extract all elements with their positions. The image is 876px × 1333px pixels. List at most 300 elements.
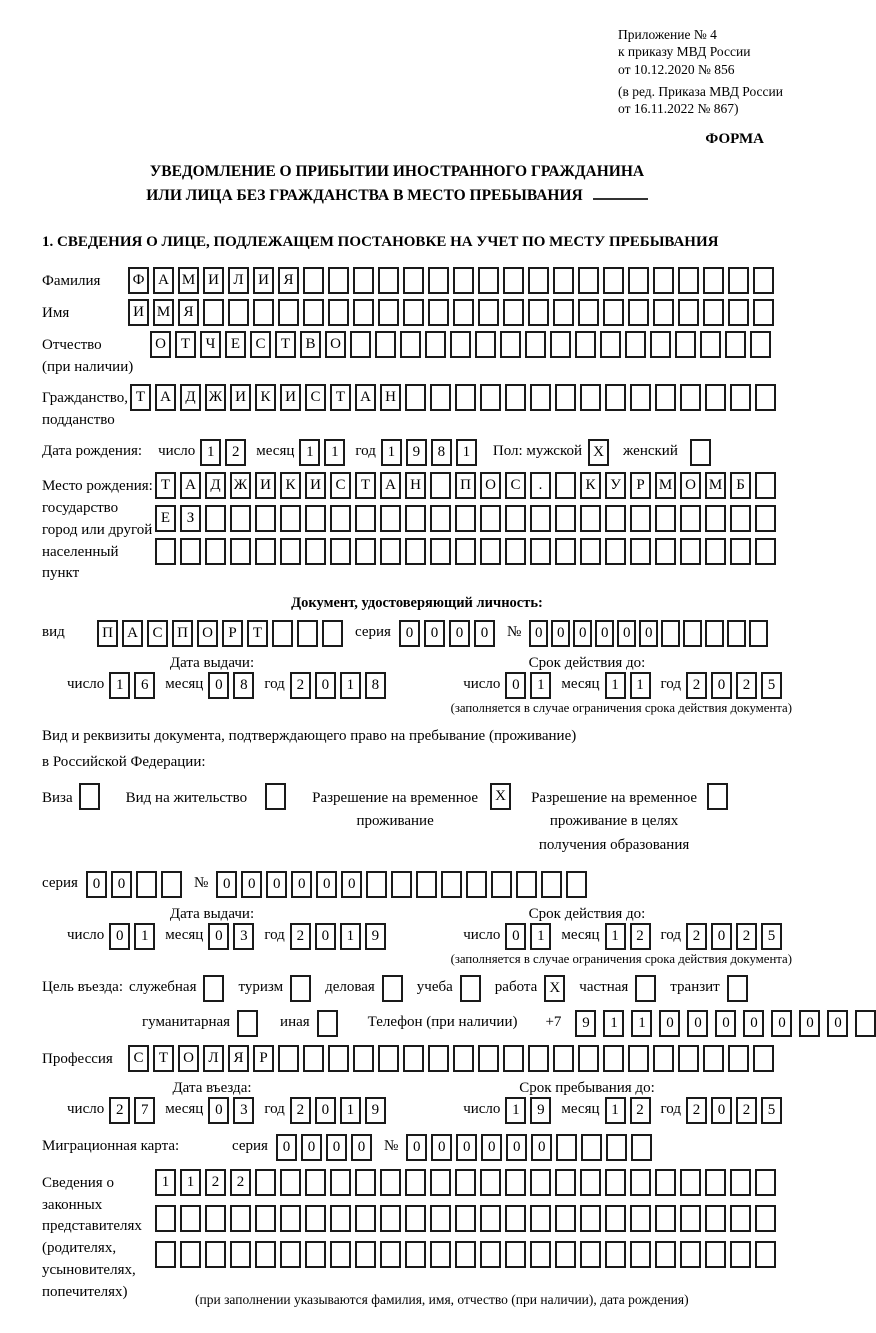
char-cell[interactable] [581, 1134, 602, 1161]
char-cell[interactable] [680, 1205, 701, 1232]
char-cell[interactable]: Т [130, 384, 151, 411]
char-cell[interactable]: 0 [208, 923, 229, 950]
char-cell[interactable]: 7 [134, 1097, 155, 1124]
char-cell[interactable] [528, 1045, 549, 1072]
char-cell[interactable] [730, 505, 751, 532]
char-cell[interactable]: 2 [686, 1097, 707, 1124]
char-cell[interactable]: 9 [365, 923, 386, 950]
char-cell[interactable] [430, 472, 451, 499]
char-cell[interactable]: 0 [551, 620, 570, 647]
edu-residence-checkbox[interactable] [707, 783, 728, 810]
char-cell[interactable] [136, 871, 157, 898]
char-cell[interactable]: 0 [109, 923, 130, 950]
char-cell[interactable]: И [203, 267, 224, 294]
char-cell[interactable] [180, 1241, 201, 1268]
char-cell[interactable] [405, 384, 426, 411]
char-cell[interactable] [530, 1241, 551, 1268]
char-cell[interactable] [631, 1134, 652, 1161]
char-cell[interactable] [553, 299, 574, 326]
char-cell[interactable] [505, 384, 526, 411]
char-cell[interactable]: Т [153, 1045, 174, 1072]
purpose-humanitarian-checkbox[interactable] [237, 1010, 258, 1037]
char-cell[interactable] [480, 1241, 501, 1268]
char-cell[interactable]: Д [180, 384, 201, 411]
char-cell[interactable] [680, 1169, 701, 1196]
char-cell[interactable] [205, 505, 226, 532]
char-cell[interactable] [730, 1169, 751, 1196]
char-cell[interactable] [480, 538, 501, 565]
char-cell[interactable] [505, 1169, 526, 1196]
char-cell[interactable]: 0 [86, 871, 107, 898]
char-cell[interactable] [478, 1045, 499, 1072]
char-cell[interactable] [328, 267, 349, 294]
char-cell[interactable] [630, 538, 651, 565]
char-cell[interactable] [630, 1241, 651, 1268]
temp-residence-checkbox[interactable]: X [490, 783, 511, 810]
char-cell[interactable] [683, 620, 702, 647]
char-cell[interactable]: 1 [155, 1169, 176, 1196]
purpose-tourism-checkbox[interactable] [290, 975, 311, 1002]
char-cell[interactable] [380, 505, 401, 532]
char-cell[interactable]: О [480, 472, 501, 499]
char-cell[interactable]: К [580, 472, 601, 499]
char-cell[interactable]: 0 [301, 1134, 322, 1161]
char-cell[interactable] [230, 505, 251, 532]
char-cell[interactable]: Ж [205, 384, 226, 411]
char-cell[interactable]: 0 [743, 1010, 764, 1037]
char-cell[interactable]: Т [175, 331, 196, 358]
char-cell[interactable] [605, 384, 626, 411]
char-cell[interactable] [355, 505, 376, 532]
char-cell[interactable] [605, 1169, 626, 1196]
char-cell[interactable]: 0 [687, 1010, 708, 1037]
char-cell[interactable] [675, 331, 696, 358]
char-cell[interactable]: 0 [481, 1134, 502, 1161]
char-cell[interactable]: 0 [771, 1010, 792, 1037]
char-cell[interactable] [530, 1169, 551, 1196]
char-cell[interactable]: М [655, 472, 676, 499]
char-cell[interactable]: Ж [230, 472, 251, 499]
char-cell[interactable]: О [178, 1045, 199, 1072]
char-cell[interactable] [680, 538, 701, 565]
char-cell[interactable]: 5 [761, 1097, 782, 1124]
char-cell[interactable]: 9 [530, 1097, 551, 1124]
char-cell[interactable]: 0 [315, 1097, 336, 1124]
char-cell[interactable]: 0 [711, 923, 732, 950]
char-cell[interactable] [653, 267, 674, 294]
char-cell[interactable] [603, 1045, 624, 1072]
char-cell[interactable] [280, 538, 301, 565]
char-cell[interactable] [453, 299, 474, 326]
char-cell[interactable] [305, 538, 326, 565]
char-cell[interactable]: М [153, 299, 174, 326]
char-cell[interactable]: Е [225, 331, 246, 358]
char-cell[interactable]: С [147, 620, 168, 647]
char-cell[interactable]: 0 [617, 620, 636, 647]
char-cell[interactable] [375, 331, 396, 358]
char-cell[interactable] [650, 331, 671, 358]
char-cell[interactable]: С [505, 472, 526, 499]
char-cell[interactable]: М [178, 267, 199, 294]
char-cell[interactable]: О [325, 331, 346, 358]
char-cell[interactable]: 1 [299, 439, 320, 466]
char-cell[interactable] [505, 1205, 526, 1232]
char-cell[interactable]: 0 [474, 620, 495, 647]
char-cell[interactable] [555, 538, 576, 565]
char-cell[interactable] [355, 538, 376, 565]
char-cell[interactable] [466, 871, 487, 898]
char-cell[interactable] [630, 1205, 651, 1232]
char-cell[interactable] [725, 331, 746, 358]
char-cell[interactable]: 1 [134, 923, 155, 950]
char-cell[interactable]: 0 [431, 1134, 452, 1161]
char-cell[interactable] [255, 1241, 276, 1268]
char-cell[interactable]: А [180, 472, 201, 499]
char-cell[interactable] [450, 331, 471, 358]
char-cell[interactable]: 1 [603, 1010, 624, 1037]
char-cell[interactable]: И [128, 299, 149, 326]
char-cell[interactable] [630, 384, 651, 411]
char-cell[interactable] [405, 1169, 426, 1196]
char-cell[interactable] [541, 871, 562, 898]
char-cell[interactable] [728, 1045, 749, 1072]
char-cell[interactable]: 6 [134, 672, 155, 699]
char-cell[interactable] [491, 871, 512, 898]
char-cell[interactable] [278, 1045, 299, 1072]
char-cell[interactable] [578, 1045, 599, 1072]
char-cell[interactable] [255, 538, 276, 565]
char-cell[interactable]: 2 [205, 1169, 226, 1196]
char-cell[interactable] [628, 1045, 649, 1072]
char-cell[interactable] [180, 1205, 201, 1232]
char-cell[interactable] [480, 384, 501, 411]
char-cell[interactable] [655, 384, 676, 411]
char-cell[interactable] [255, 1205, 276, 1232]
char-cell[interactable] [330, 1169, 351, 1196]
char-cell[interactable] [630, 1169, 651, 1196]
char-cell[interactable]: 0 [659, 1010, 680, 1037]
char-cell[interactable]: 0 [505, 923, 526, 950]
purpose-other-checkbox[interactable] [317, 1010, 338, 1037]
char-cell[interactable] [730, 538, 751, 565]
char-cell[interactable] [155, 538, 176, 565]
char-cell[interactable] [305, 1169, 326, 1196]
char-cell[interactable]: 5 [761, 672, 782, 699]
char-cell[interactable]: 0 [529, 620, 548, 647]
char-cell[interactable]: Е [155, 505, 176, 532]
char-cell[interactable] [303, 299, 324, 326]
char-cell[interactable]: П [172, 620, 193, 647]
char-cell[interactable] [753, 299, 774, 326]
char-cell[interactable] [530, 538, 551, 565]
char-cell[interactable] [280, 505, 301, 532]
char-cell[interactable]: К [280, 472, 301, 499]
char-cell[interactable] [728, 299, 749, 326]
purpose-business-checkbox[interactable] [382, 975, 403, 1002]
char-cell[interactable] [855, 1010, 876, 1037]
char-cell[interactable] [580, 384, 601, 411]
char-cell[interactable] [755, 1241, 776, 1268]
char-cell[interactable]: П [455, 472, 476, 499]
char-cell[interactable] [555, 1205, 576, 1232]
char-cell[interactable]: Т [155, 472, 176, 499]
char-cell[interactable]: 0 [276, 1134, 297, 1161]
char-cell[interactable] [556, 1134, 577, 1161]
char-cell[interactable]: К [255, 384, 276, 411]
char-cell[interactable] [380, 1205, 401, 1232]
char-cell[interactable] [303, 1045, 324, 1072]
char-cell[interactable] [755, 505, 776, 532]
char-cell[interactable] [550, 331, 571, 358]
char-cell[interactable] [205, 538, 226, 565]
char-cell[interactable] [230, 1205, 251, 1232]
char-cell[interactable] [405, 505, 426, 532]
char-cell[interactable]: 0 [711, 672, 732, 699]
char-cell[interactable] [705, 505, 726, 532]
char-cell[interactable]: 0 [506, 1134, 527, 1161]
char-cell[interactable]: 0 [406, 1134, 427, 1161]
char-cell[interactable]: И [230, 384, 251, 411]
char-cell[interactable] [255, 505, 276, 532]
char-cell[interactable] [330, 505, 351, 532]
char-cell[interactable] [655, 1169, 676, 1196]
char-cell[interactable] [330, 1241, 351, 1268]
char-cell[interactable]: 0 [711, 1097, 732, 1124]
char-cell[interactable] [453, 1045, 474, 1072]
purpose-private-checkbox[interactable] [635, 975, 656, 1002]
char-cell[interactable] [705, 538, 726, 565]
char-cell[interactable] [480, 505, 501, 532]
char-cell[interactable]: 0 [241, 871, 262, 898]
char-cell[interactable] [705, 1241, 726, 1268]
char-cell[interactable]: А [153, 267, 174, 294]
char-cell[interactable]: 1 [530, 923, 551, 950]
char-cell[interactable]: Т [355, 472, 376, 499]
char-cell[interactable] [753, 1045, 774, 1072]
purpose-official-checkbox[interactable] [203, 975, 224, 1002]
char-cell[interactable] [278, 299, 299, 326]
char-cell[interactable]: 3 [233, 923, 254, 950]
char-cell[interactable] [755, 384, 776, 411]
char-cell[interactable]: О [197, 620, 218, 647]
char-cell[interactable]: Т [275, 331, 296, 358]
char-cell[interactable]: 1 [200, 439, 221, 466]
char-cell[interactable]: Р [630, 472, 651, 499]
char-cell[interactable] [353, 299, 374, 326]
char-cell[interactable] [703, 267, 724, 294]
char-cell[interactable]: 1 [605, 672, 626, 699]
char-cell[interactable] [305, 1205, 326, 1232]
char-cell[interactable] [555, 505, 576, 532]
char-cell[interactable] [305, 1241, 326, 1268]
char-cell[interactable] [303, 267, 324, 294]
char-cell[interactable] [727, 620, 746, 647]
char-cell[interactable]: С [330, 472, 351, 499]
char-cell[interactable]: 2 [630, 923, 651, 950]
char-cell[interactable] [403, 1045, 424, 1072]
char-cell[interactable]: А [380, 472, 401, 499]
char-cell[interactable] [653, 1045, 674, 1072]
char-cell[interactable] [297, 620, 318, 647]
sex-male-checkbox[interactable]: X [588, 439, 609, 466]
char-cell[interactable] [255, 1169, 276, 1196]
char-cell[interactable]: 0 [315, 672, 336, 699]
purpose-transit-checkbox[interactable] [727, 975, 748, 1002]
char-cell[interactable] [205, 1241, 226, 1268]
char-cell[interactable] [430, 384, 451, 411]
char-cell[interactable] [322, 620, 343, 647]
char-cell[interactable]: 0 [216, 871, 237, 898]
char-cell[interactable] [155, 1205, 176, 1232]
char-cell[interactable]: 0 [111, 871, 132, 898]
char-cell[interactable] [380, 538, 401, 565]
char-cell[interactable] [500, 331, 521, 358]
char-cell[interactable] [606, 1134, 627, 1161]
char-cell[interactable]: 0 [799, 1010, 820, 1037]
char-cell[interactable]: 2 [736, 923, 757, 950]
char-cell[interactable]: 5 [761, 923, 782, 950]
char-cell[interactable]: Т [247, 620, 268, 647]
char-cell[interactable] [528, 267, 549, 294]
char-cell[interactable] [441, 871, 462, 898]
char-cell[interactable]: 0 [449, 620, 470, 647]
char-cell[interactable] [478, 267, 499, 294]
char-cell[interactable] [430, 1169, 451, 1196]
char-cell[interactable]: 2 [686, 672, 707, 699]
char-cell[interactable] [305, 505, 326, 532]
char-cell[interactable] [750, 331, 771, 358]
char-cell[interactable] [205, 1205, 226, 1232]
char-cell[interactable] [728, 267, 749, 294]
char-cell[interactable]: 0 [316, 871, 337, 898]
char-cell[interactable]: Т [330, 384, 351, 411]
char-cell[interactable] [730, 384, 751, 411]
char-cell[interactable]: 2 [109, 1097, 130, 1124]
char-cell[interactable] [680, 384, 701, 411]
char-cell[interactable] [530, 384, 551, 411]
char-cell[interactable]: 0 [291, 871, 312, 898]
char-cell[interactable]: 8 [365, 672, 386, 699]
char-cell[interactable] [430, 1205, 451, 1232]
char-cell[interactable] [455, 384, 476, 411]
char-cell[interactable]: А [355, 384, 376, 411]
char-cell[interactable] [655, 505, 676, 532]
char-cell[interactable] [580, 1241, 601, 1268]
char-cell[interactable]: 2 [736, 672, 757, 699]
char-cell[interactable]: 2 [290, 923, 311, 950]
char-cell[interactable]: О [150, 331, 171, 358]
purpose-work-checkbox[interactable]: X [544, 975, 565, 1002]
char-cell[interactable] [330, 538, 351, 565]
char-cell[interactable] [605, 1205, 626, 1232]
char-cell[interactable]: 2 [686, 923, 707, 950]
char-cell[interactable]: 1 [456, 439, 477, 466]
char-cell[interactable] [453, 267, 474, 294]
char-cell[interactable]: 0 [208, 672, 229, 699]
char-cell[interactable]: 0 [399, 620, 420, 647]
char-cell[interactable] [228, 299, 249, 326]
char-cell[interactable]: 1 [605, 923, 626, 950]
char-cell[interactable]: 1 [340, 1097, 361, 1124]
char-cell[interactable] [355, 1241, 376, 1268]
char-cell[interactable] [478, 299, 499, 326]
char-cell[interactable] [605, 538, 626, 565]
char-cell[interactable] [403, 267, 424, 294]
char-cell[interactable]: 0 [531, 1134, 552, 1161]
char-cell[interactable] [428, 299, 449, 326]
char-cell[interactable] [480, 1169, 501, 1196]
char-cell[interactable] [378, 267, 399, 294]
residence-permit-checkbox[interactable] [265, 783, 286, 810]
char-cell[interactable]: 0 [595, 620, 614, 647]
char-cell[interactable]: Р [253, 1045, 274, 1072]
char-cell[interactable] [455, 1205, 476, 1232]
char-cell[interactable] [655, 1241, 676, 1268]
char-cell[interactable]: 1 [109, 672, 130, 699]
char-cell[interactable] [455, 1241, 476, 1268]
char-cell[interactable] [378, 299, 399, 326]
char-cell[interactable] [530, 505, 551, 532]
char-cell[interactable]: 1 [605, 1097, 626, 1124]
char-cell[interactable]: 1 [340, 923, 361, 950]
char-cell[interactable]: И [253, 267, 274, 294]
char-cell[interactable] [555, 1241, 576, 1268]
char-cell[interactable] [155, 1241, 176, 1268]
visa-checkbox[interactable] [79, 783, 100, 810]
char-cell[interactable]: 2 [290, 672, 311, 699]
char-cell[interactable] [528, 299, 549, 326]
char-cell[interactable] [366, 871, 387, 898]
char-cell[interactable]: 0 [424, 620, 445, 647]
char-cell[interactable] [625, 331, 646, 358]
char-cell[interactable]: 1 [631, 1010, 652, 1037]
char-cell[interactable] [455, 538, 476, 565]
char-cell[interactable] [430, 538, 451, 565]
char-cell[interactable] [405, 1241, 426, 1268]
char-cell[interactable] [705, 620, 724, 647]
char-cell[interactable]: . [530, 472, 551, 499]
char-cell[interactable]: 0 [827, 1010, 848, 1037]
char-cell[interactable] [653, 299, 674, 326]
char-cell[interactable] [230, 1241, 251, 1268]
char-cell[interactable] [280, 1205, 301, 1232]
char-cell[interactable] [328, 1045, 349, 1072]
char-cell[interactable]: 0 [351, 1134, 372, 1161]
char-cell[interactable]: 1 [381, 439, 402, 466]
char-cell[interactable] [678, 267, 699, 294]
char-cell[interactable] [405, 1205, 426, 1232]
char-cell[interactable] [628, 299, 649, 326]
char-cell[interactable]: 0 [456, 1134, 477, 1161]
char-cell[interactable]: 0 [505, 672, 526, 699]
char-cell[interactable] [661, 620, 680, 647]
char-cell[interactable] [403, 299, 424, 326]
char-cell[interactable]: 2 [230, 1169, 251, 1196]
char-cell[interactable] [180, 538, 201, 565]
char-cell[interactable]: 9 [365, 1097, 386, 1124]
char-cell[interactable] [553, 1045, 574, 1072]
char-cell[interactable]: С [250, 331, 271, 358]
char-cell[interactable] [703, 1045, 724, 1072]
char-cell[interactable]: С [128, 1045, 149, 1072]
char-cell[interactable] [272, 620, 293, 647]
char-cell[interactable] [755, 538, 776, 565]
char-cell[interactable] [203, 299, 224, 326]
char-cell[interactable] [425, 331, 446, 358]
char-cell[interactable] [505, 505, 526, 532]
char-cell[interactable] [575, 331, 596, 358]
char-cell[interactable] [580, 1169, 601, 1196]
